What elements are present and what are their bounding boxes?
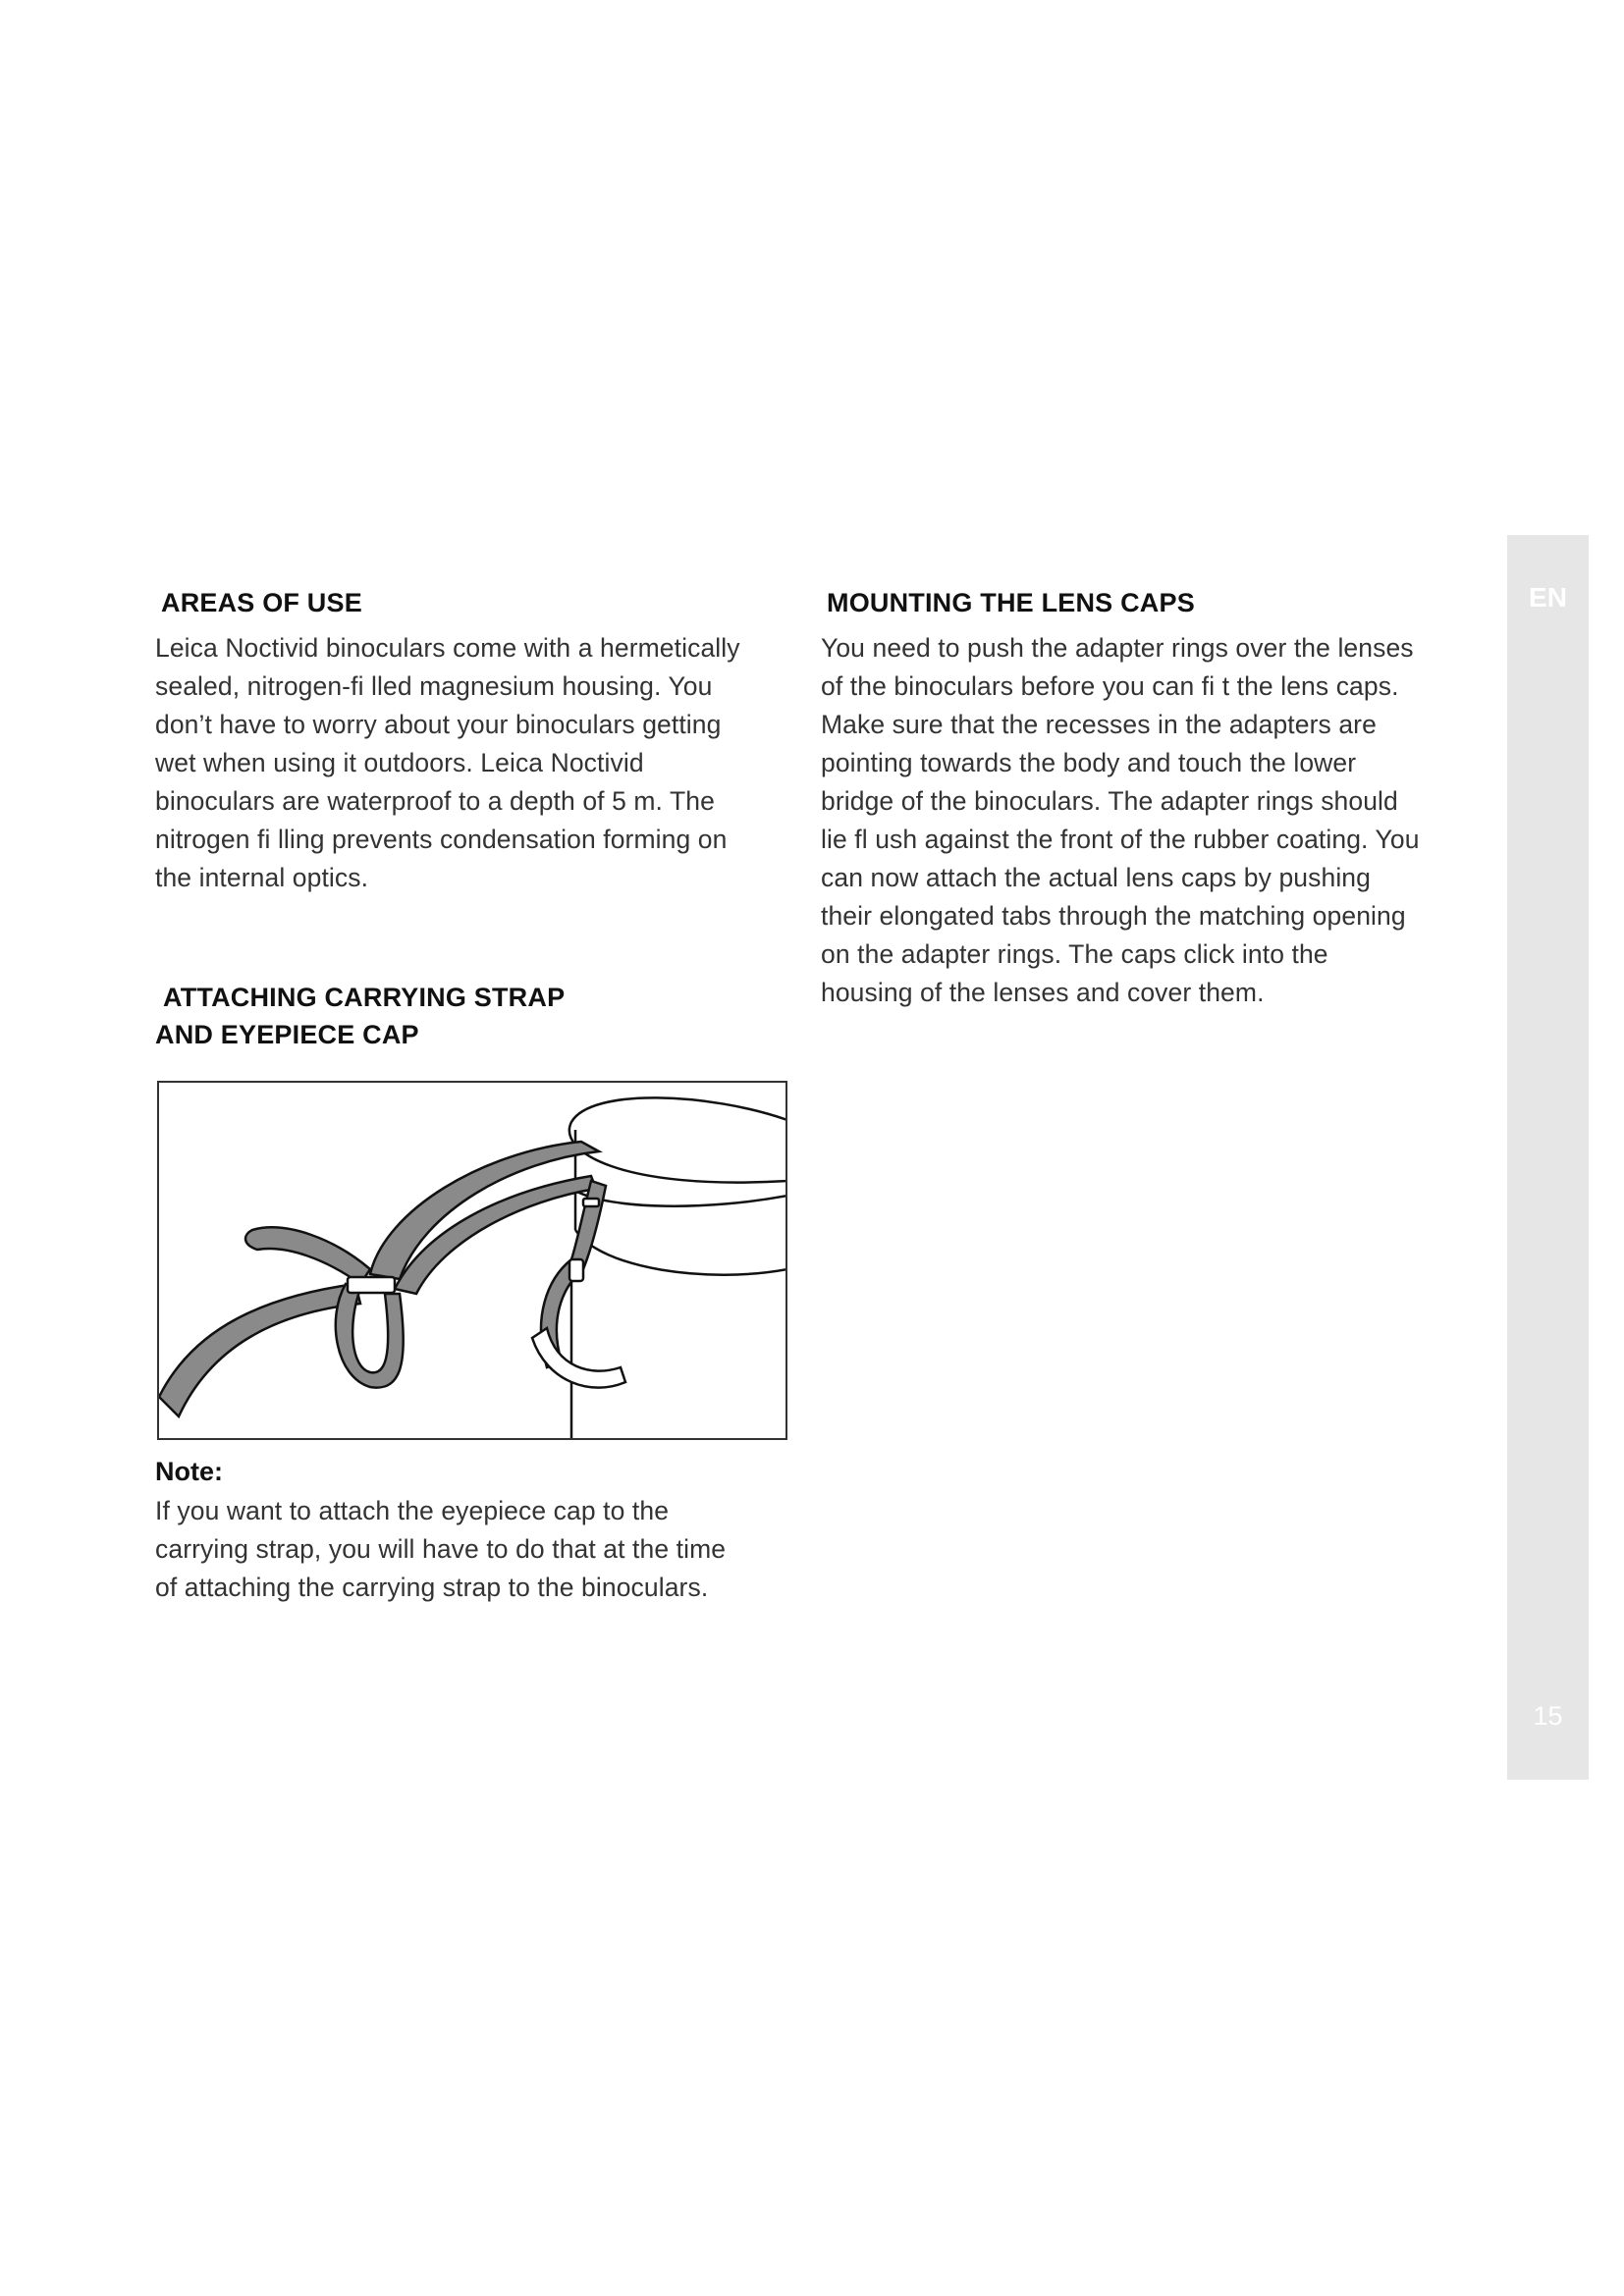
attaching-strap-heading-line1: ATTACHING CARRYING STRAP <box>163 983 566 1012</box>
note-label: Note: <box>155 1457 223 1486</box>
mounting-lens-caps-section <box>821 584 1469 1012</box>
attaching-strap-heading <box>155 979 803 1053</box>
areas-of-use-text: Leica Noctivid binoculars come with a hermetically sealed, nitrogen-fi lled magnesium housing. You don’t have to worry about your binoculars getting wet when using it outdoors. Leica Noctivid binoculars are waterproof to a depth of 5 m. The nitrogen fi lling prevents condensation forming on the internal optics. <box>155 633 740 892</box>
strap-illustration-drawing <box>159 1083 785 1438</box>
note-text: If you want to attach the eyepiece cap to the carrying strap, you will have to do that at the time of attaching the carrying strap to the binoculars. <box>155 1496 727 1602</box>
areas-of-use-heading: AREAS OF USE <box>161 588 362 617</box>
attaching-strap-heading-line2: AND EYEPIECE CAP <box>155 1020 419 1049</box>
language-label: EN <box>1529 582 1567 613</box>
mounting-lens-caps-text: You need to push the adapter rings over the lenses of the binoculars before you can fi t the lens caps. Make sure that the recesses in the adapters are pointing towards the body and touch the lower bridge of the binoculars. The adapter rings should lie fl ush against the front of the rubber coating. You can now attach the actual lens caps by pushing their elongated tabs through the matching opening on the adapter rings. The caps click into the housing of the lenses and cover them. <box>821 633 1420 1007</box>
page-number: 15 <box>1533 1701 1563 1731</box>
areas-of-use-section <box>155 584 803 897</box>
strap-illustration <box>157 1081 787 1440</box>
note-section <box>155 1453 803 1607</box>
language-side-tab <box>1507 535 1589 1780</box>
mounting-lens-caps-heading: MOUNTING THE LENS CAPS <box>827 588 1195 617</box>
